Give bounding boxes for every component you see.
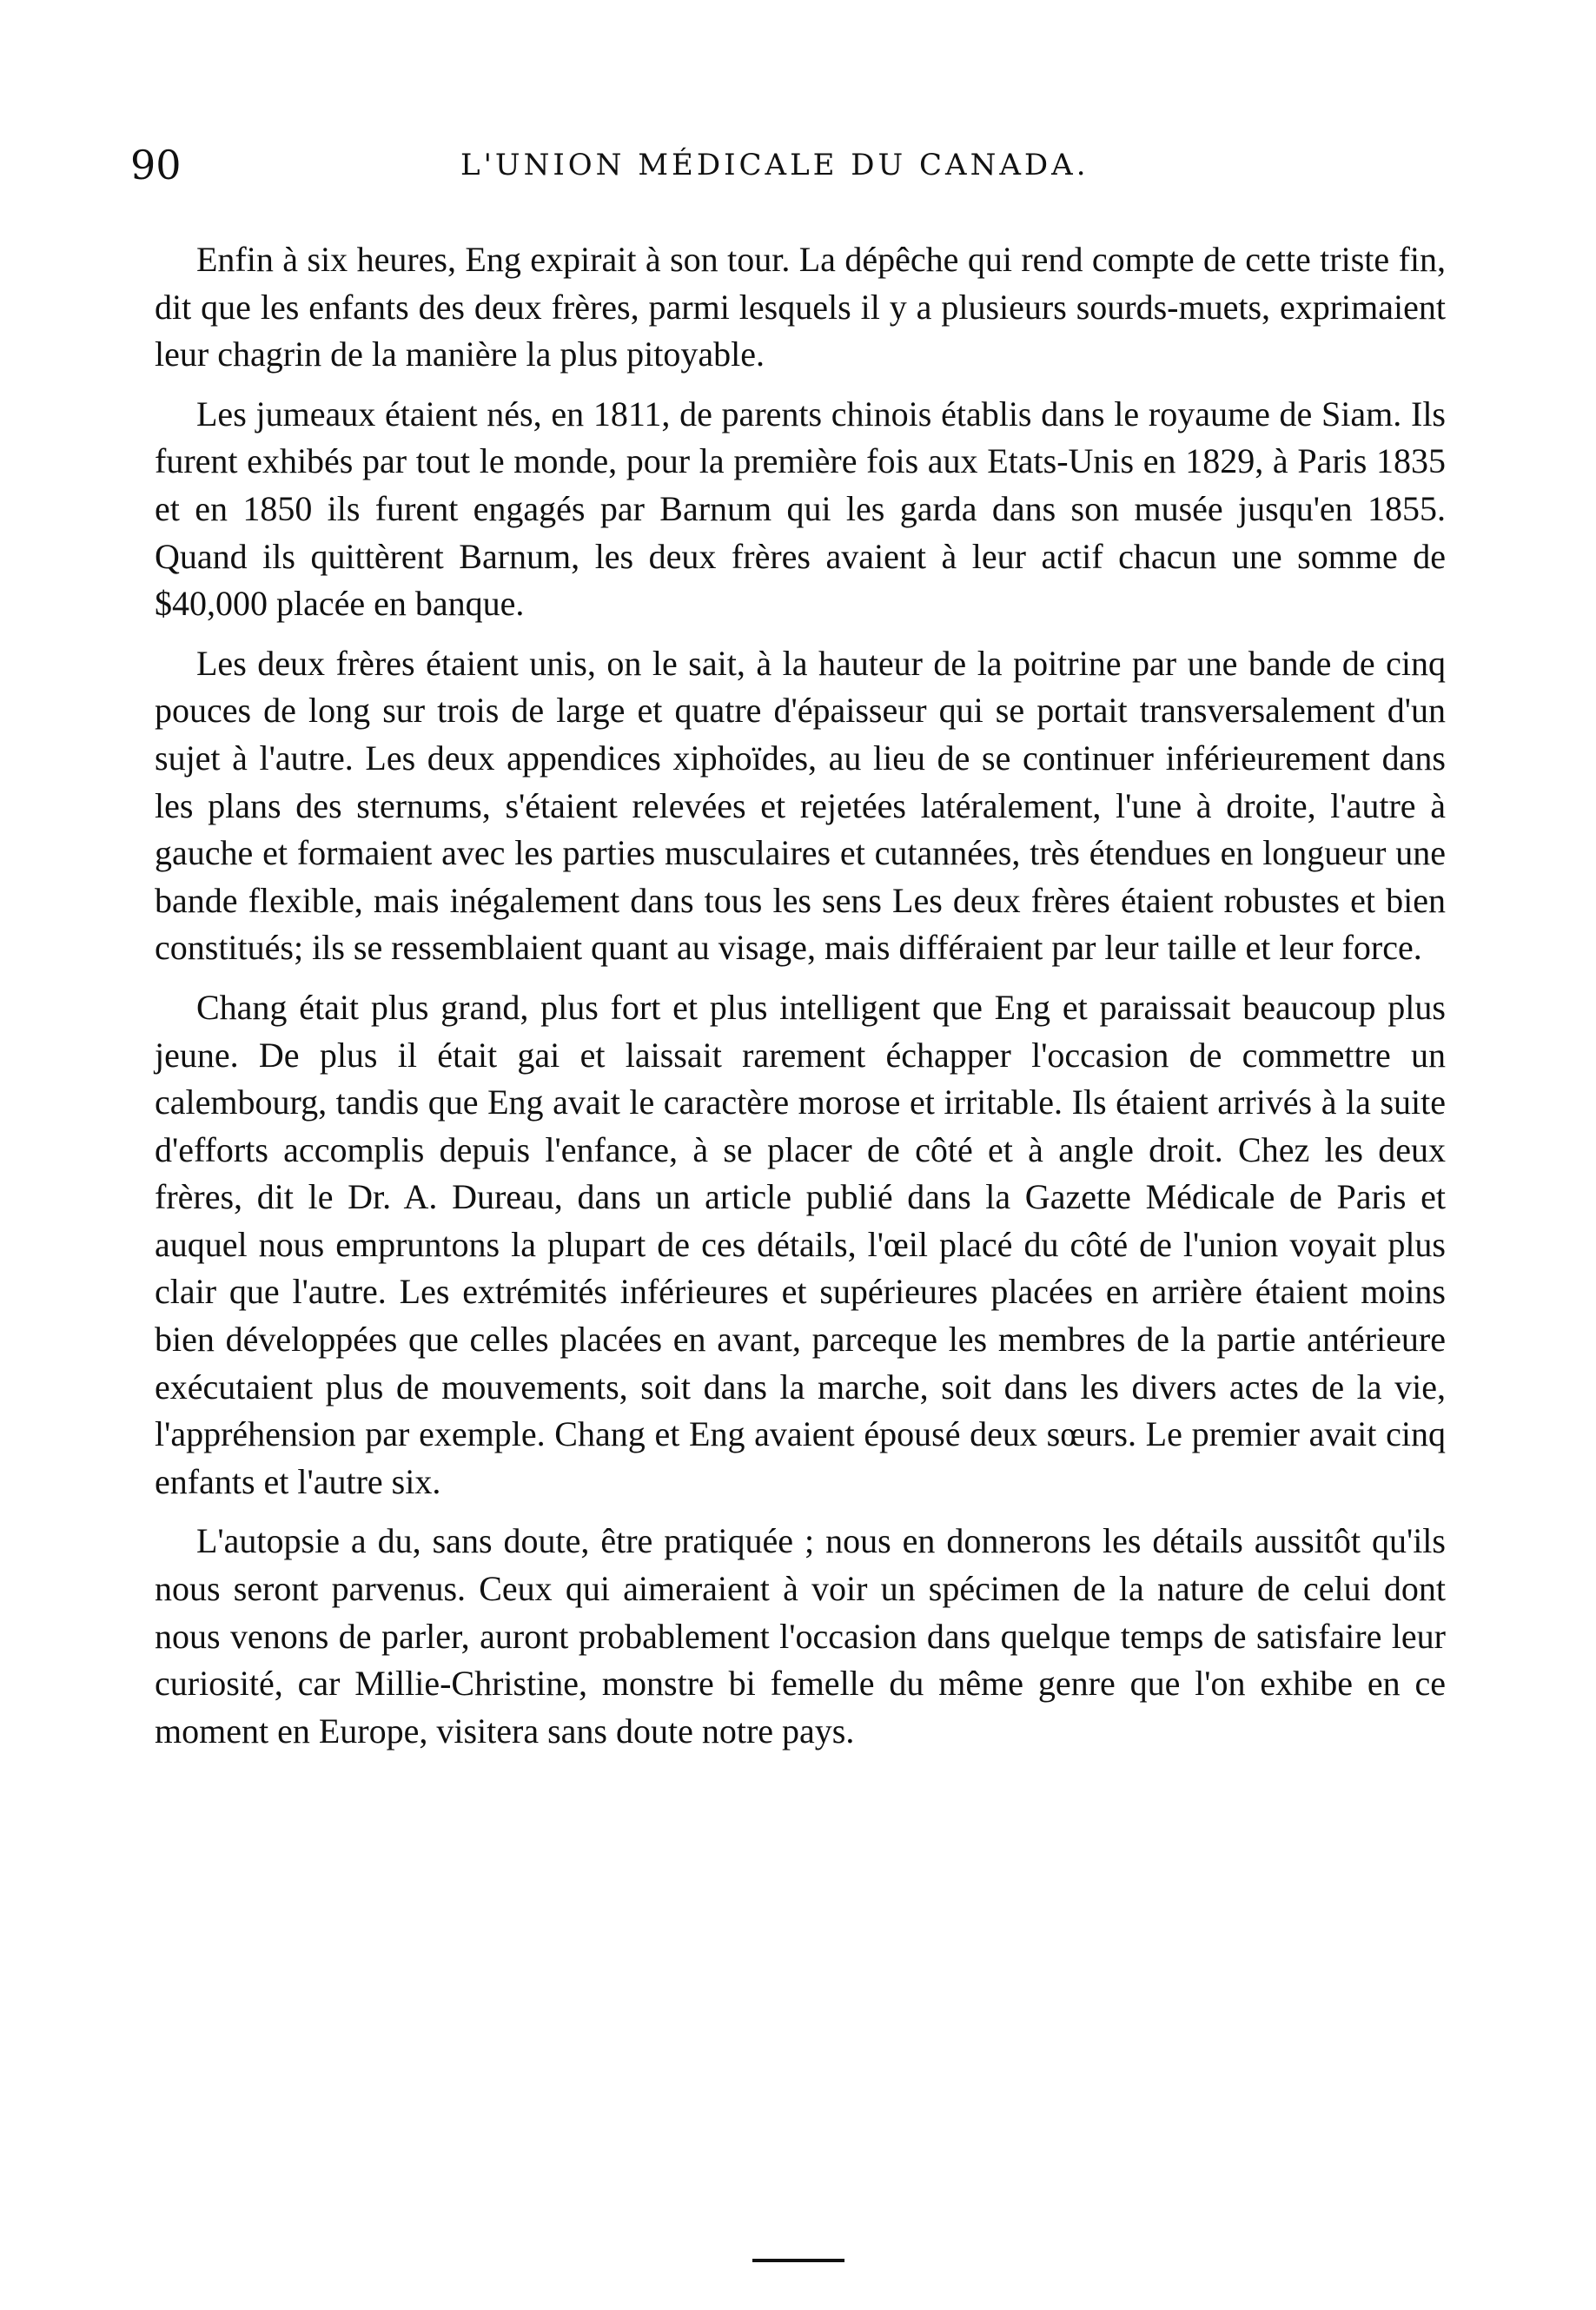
page-number: 90	[130, 142, 182, 189]
running-header	[130, 139, 1486, 191]
journal-title: L'UNION MÉDICALE DU CANADA.	[460, 148, 1089, 182]
paragraph-4: Chang était plus grand, plus fort et plus intelligent que Eng et paraissait beaucoup plus jeune. De plus il était gai et laissait rarement échapper l'occasion de commettre un calembourg, tandis que Eng avait le caractère morose et irritable. Ils étaient arrivés à la suite d'efforts accomplis depuis l'enfance, à se placer de côté et à angle droit. Chez les deux frères, dit le Dr. A. Dureau, dans un article publié dans la Gazette Médicale de Paris et auquel nous empruntons la plupart de ces détails, l'œil placé du côté de l'union voyait plus clair que l'autre. Les extrémités inférieures et supérieures placées en arrière étaient moins bien développées que celles placées en avant, parceque les membres de la partie antérieure exécutaient plus de mouvements, soit dans la marche, soit dans les divers actes de la vie, l'appréhension par exemple. Chang et Eng avaient épousé deux sœurs. Le premier avait cinq enfants et l'autre six.	[155, 987, 1446, 1501]
paragraph-1: Enfin à six heures, Eng expirait à son tour. La dépêche qui rend compte de cette triste fin, dit que les enfants des deux frères, parmi lesquels il y a plusieurs sourds-muets, exprimaient leur chagrin de la manière la plus pitoyable.	[155, 240, 1446, 374]
paragraph-2: Les jumeaux étaient nés, en 1811, de parents chinois établis dans le royaume de Siam. Ils furent exhibés par tout le monde, pour la première fois aux Etats-Unis en 1829, à Paris 1835 et en 1850 ils furent engagés par Barnum qui les garda dans son musée jusqu'en 1855. Quand ils quittèrent Barnum, les deux frères avaient à leur actif chacun une somme de $40,000 placée en banque.	[155, 394, 1446, 624]
paragraph-5: L'autopsie a du, sans doute, être pratiquée ; nous en donnerons les détails aussitôt qu'ils nous seront parvenus. Ceux qui aimeraient à voir un spécimen de la nature de celui dont nous venons de parler, auront probablement l'occasion dans quelque temps de satisfaire leur curiosité, car Millie-Christine, monstre bi femelle du même genre que l'on exhibe en ce moment en Europe, visitera sans doute notre pays.	[155, 1521, 1446, 1751]
paragraph-3: Les deux frères étaient unis, on le sait, à la hauteur de la poitrine par une bande de cinq pouces de long sur trois de large et quatre d'épaisseur qui se portait transversalement d'un sujet à l'autre. Les deux appendices xiphoïdes, au lieu de se continuer inférieurement dans les plans des sternums, s'étaient relevées et rejetées latéralement, l'une à droite, l'autre à gauche et formaient avec les parties musculaires et cutannées, très étendues en longueur une bande flexible, mais inégalement dans tous les sens Les deux frères étaient robustes et bien constitués; ils se ressemblaient quant au visage, mais différaient par leur taille et leur force.	[155, 643, 1446, 968]
article-body	[155, 236, 1446, 1767]
end-rule	[752, 2259, 844, 2262]
